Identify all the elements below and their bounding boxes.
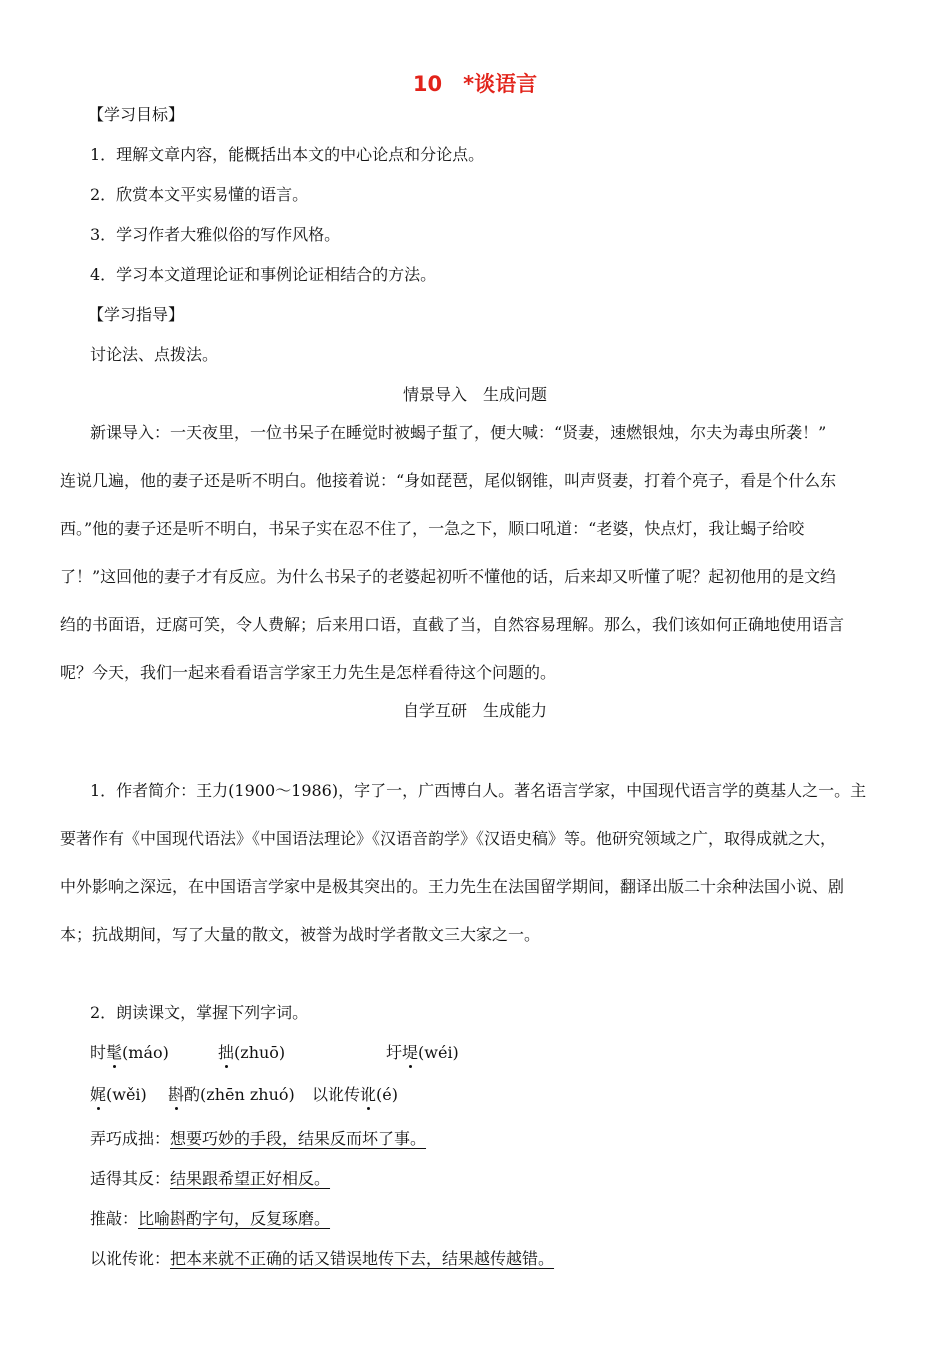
definition-meaning: 比喻斟酌字句，反复琢磨。 <box>138 1209 331 1228</box>
guide-text: 讨论法、点拨法。 <box>90 345 219 364</box>
goal-item: 3．学习作者大雅似俗的写作风格。 <box>90 225 341 244</box>
definition-row <box>90 1166 330 1189</box>
definition-term: 弄巧成拙： <box>90 1129 171 1148</box>
guide-heading: 【学习指导】 <box>88 305 185 324</box>
author-line: 本；抗战期间，写了大量的散文，被誉为战时学者散文三大家之一。 <box>60 925 541 944</box>
intro-line: 绉的书面语，迂腐可笑，令人费解；后来用口语，直截了当，自然容易理解。那么，我们该如何正确地使用语言 <box>60 615 845 634</box>
task-line: 2．朗读课文，掌握下列字词。 <box>90 1003 309 1022</box>
intro-line: 呢？今天，我们一起来看看语言学家王力先生是怎样看待这个问题的。 <box>60 663 557 682</box>
definition-row <box>90 1206 330 1229</box>
word-entry: 时髦(máo) <box>90 1043 169 1062</box>
word-entry: 以讹传讹(é) <box>312 1085 398 1104</box>
goal-item: 1．理解文章内容，能概括出本文的中心论点和分论点。 <box>90 145 485 164</box>
intro-line: 西。”他的妻子还是听不明白，书呆子实在忍不住了，一急之下，顺口吼道：“老婆，快点灯，我让蝎子给咬 <box>60 519 805 538</box>
definition-term: 推敲： <box>90 1209 139 1228</box>
goal-item: 2．欣赏本文平实易懂的语言。 <box>90 185 309 204</box>
word-entry: 斟酌(zhēn zhuó) <box>168 1085 295 1104</box>
section1-heading: 情景导入 生成问题 <box>402 385 547 404</box>
definition-row <box>90 1126 426 1149</box>
page-title: 10 *谈语言 <box>412 72 538 96</box>
definition-term: 适得其反： <box>90 1169 171 1188</box>
intro-line: 新课导入：一天夜里，一位书呆子在睡觉时被蝎子蜇了，便大喊：“贤妻，速燃银烛，尔夫为毒虫所袭！” <box>90 423 827 442</box>
intro-line: 了！”这回他的妻子才有反应。为什么书呆子的老婆起初听不懂他的话，后来却又听懂了呢？起初他用的是文绉 <box>60 567 837 586</box>
definition-meaning: 把本来就不正确的话又错误地传下去，结果越传越错。 <box>170 1249 555 1268</box>
author-line: 1．作者简介：王力(1900～1986)，字了一，广西博白人。著名语言学家，中国现代语言学的奠基人之一。主 <box>90 781 867 800</box>
word-entry: 圩堤(wéi) <box>386 1043 459 1062</box>
definition-term: 以讹传讹： <box>90 1249 171 1268</box>
definition-meaning: 想要巧妙的手段，结果反而坏了事。 <box>170 1129 427 1148</box>
goals-heading: 【学习目标】 <box>88 105 185 124</box>
author-line: 中外影响之深远，在中国语言学家中是极其突出的。王力先生在法国留学期间，翻译出版二十余种法国小说、剧 <box>60 877 845 896</box>
goal-item: 4．学习本文道理论证和事例论证相结合的方法。 <box>90 265 437 284</box>
author-line: 要著作有《中国现代语法》《中国语法理论》《汉语音韵学》《汉语史稿》等。他研究领域之广，取得成就之大， <box>60 829 837 848</box>
word-entry: 拙(zhuō) <box>218 1043 286 1062</box>
intro-line: 连说几遍，他的妻子还是听不明白。他接着说：“身如琵琶，尾似钢锥，叫声贤妻，打着个亮子，看是个什么东 <box>60 471 837 490</box>
section2-heading: 自学互研 生成能力 <box>402 701 547 720</box>
word-entry: 娓(wěi) <box>90 1085 147 1104</box>
definition-meaning: 结果跟希望正好相反。 <box>170 1169 331 1188</box>
definition-row <box>90 1246 554 1269</box>
